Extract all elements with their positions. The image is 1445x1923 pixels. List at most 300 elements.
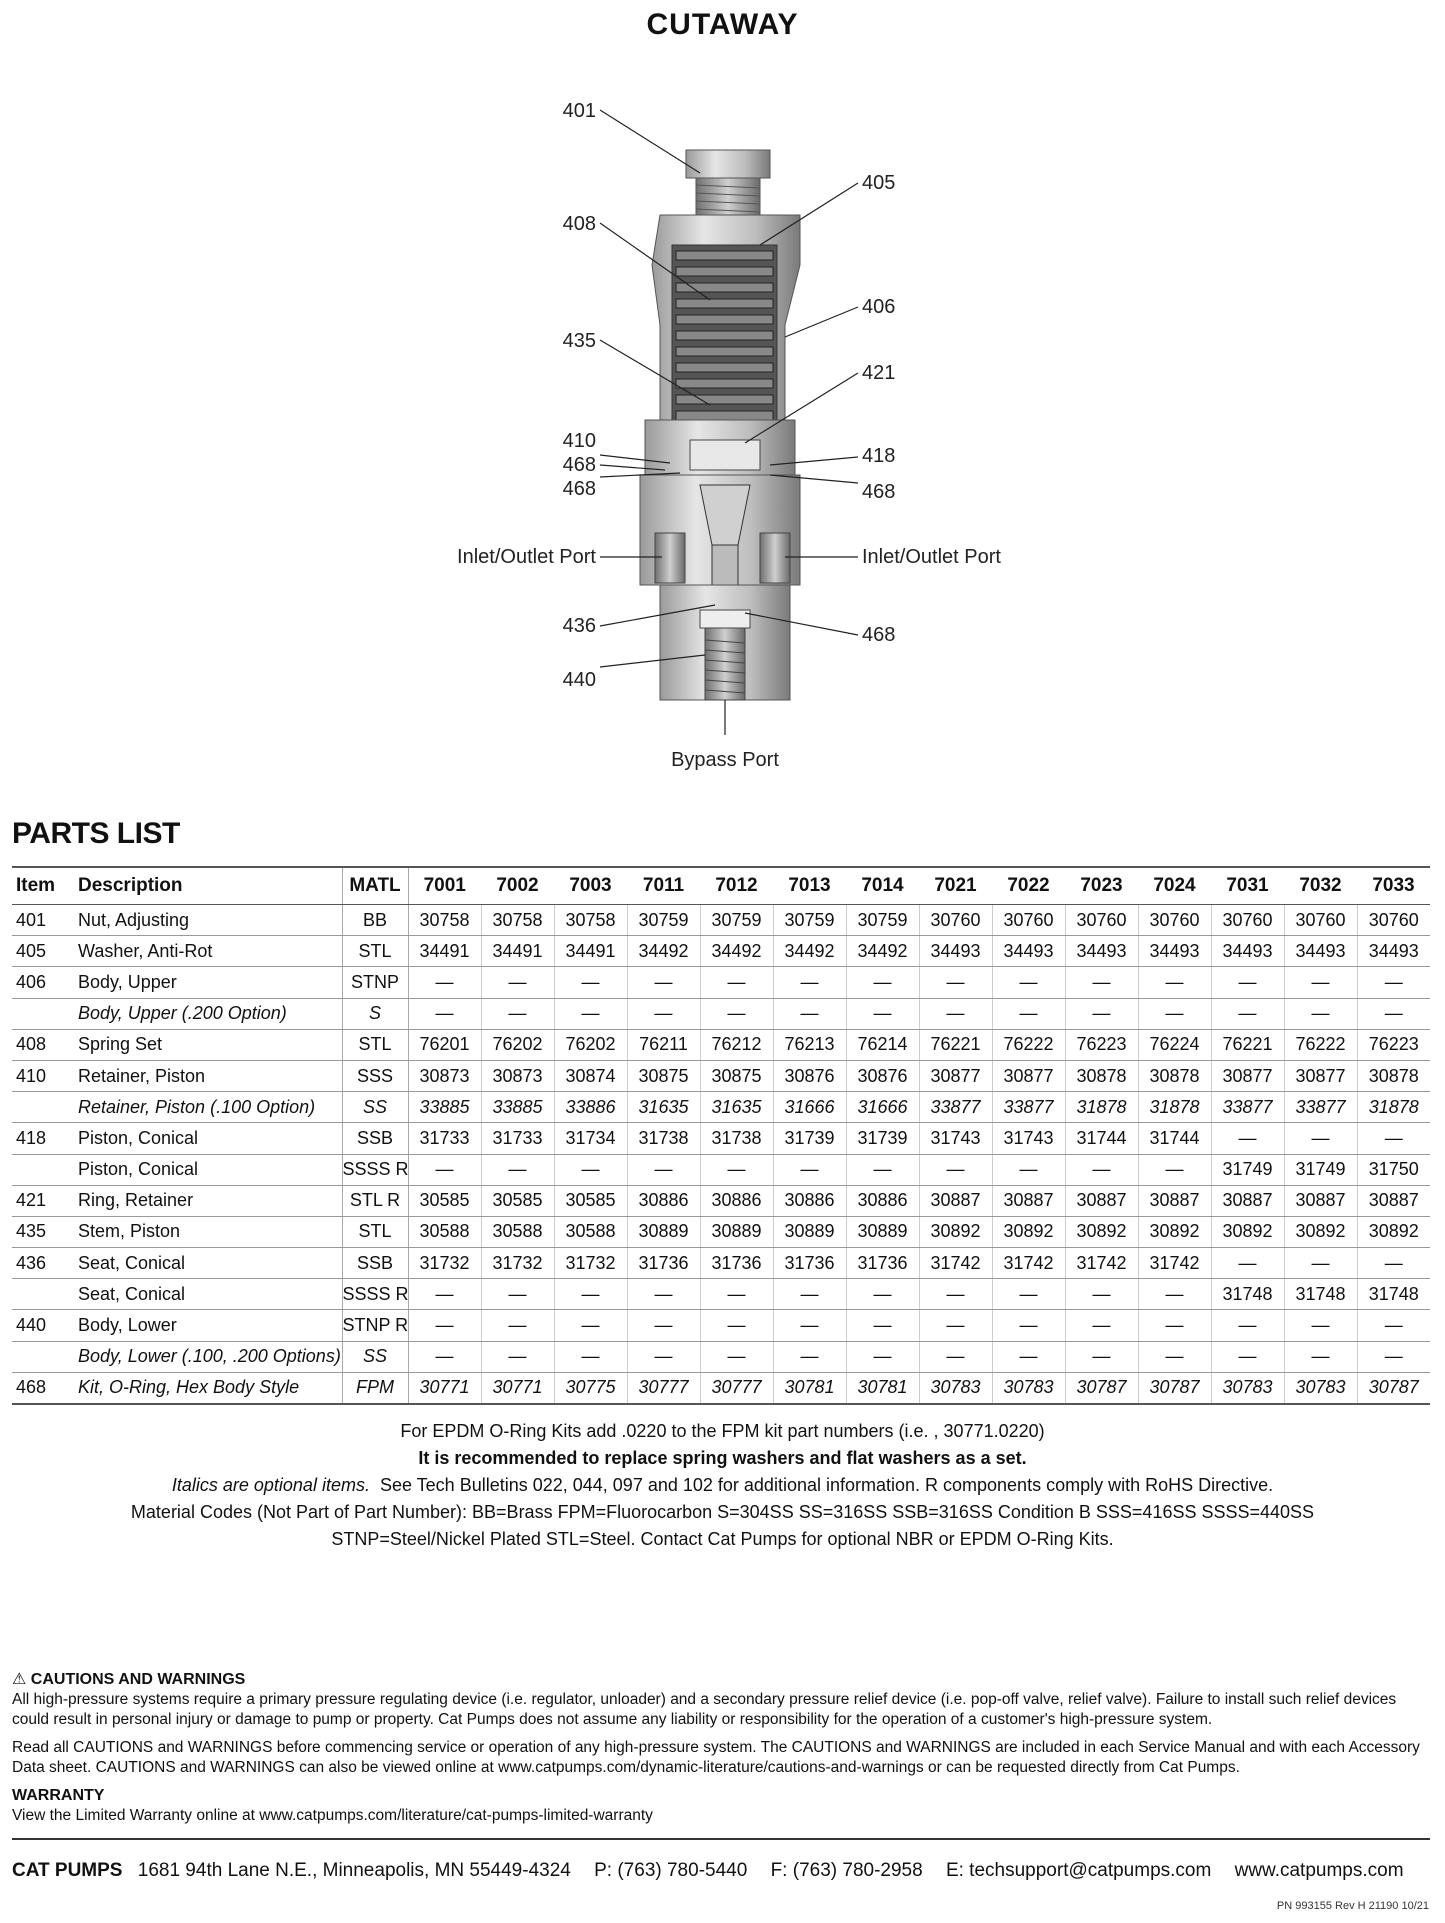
part-number-cell: —: [919, 1310, 992, 1341]
part-number-cell: —: [773, 1154, 846, 1185]
part-number-cell: 30887: [992, 1185, 1065, 1216]
item-cell: [12, 1279, 74, 1310]
item-cell: 440: [12, 1310, 74, 1341]
part-number-cell: 30887: [1138, 1185, 1211, 1216]
callout-440: 440: [562, 669, 596, 691]
part-number-cell: —: [773, 967, 846, 998]
part-number-cell: 30777: [627, 1372, 700, 1404]
note-italics: [0, 1472, 1445, 1499]
part-number-cell: —: [919, 1154, 992, 1185]
part-number-cell: 31743: [992, 1123, 1065, 1154]
part-number-cell: 31734: [554, 1123, 627, 1154]
part-number-cell: 30876: [773, 1060, 846, 1091]
material-cell: S: [342, 998, 408, 1029]
part-number-cell: —: [1211, 967, 1284, 998]
table-row: [12, 1341, 1430, 1372]
note-recommend: It is recommended to replace spring washers and flat washers as a set.: [418, 1448, 1027, 1468]
footer-address: 1681 94th Lane N.E., Minneapolis, MN 55449-4324: [137, 1860, 571, 1881]
part-number-cell: 30892: [919, 1216, 992, 1247]
part-number-cell: 30877: [919, 1060, 992, 1091]
part-number-cell: 34492: [846, 936, 919, 967]
part-number-cell: —: [846, 1279, 919, 1310]
part-number-cell: —: [627, 1341, 700, 1372]
cutaway-diagram: [0, 75, 1445, 775]
part-number-cell: 33885: [408, 1092, 481, 1123]
part-number-cell: 31878: [1138, 1092, 1211, 1123]
part-number-cell: 31749: [1284, 1154, 1357, 1185]
part-number-cell: 76223: [1065, 1029, 1138, 1060]
part-number-cell: —: [554, 1341, 627, 1372]
part-number-cell: —: [1357, 1310, 1430, 1341]
part-number-cell: —: [554, 1279, 627, 1310]
part-number-cell: —: [700, 1341, 773, 1372]
callout-468-a: 468: [562, 454, 596, 476]
part-number-cell: 30585: [408, 1185, 481, 1216]
table-row: [12, 1154, 1430, 1185]
item-cell: [12, 1092, 74, 1123]
item-cell: 410: [12, 1060, 74, 1091]
part-number-cell: 31878: [1357, 1092, 1430, 1123]
part-number-cell: 31744: [1138, 1123, 1211, 1154]
table-header-7013: 7013: [773, 867, 846, 905]
part-number-cell: —: [846, 1154, 919, 1185]
part-number-cell: 33877: [992, 1092, 1065, 1123]
part-number-cell: 34493: [992, 936, 1065, 967]
table-header-7024: 7024: [1138, 867, 1211, 905]
table-header-row: [12, 867, 1430, 905]
part-number-cell: 31749: [1211, 1154, 1284, 1185]
part-number-cell: 31878: [1065, 1092, 1138, 1123]
part-number-cell: 31733: [408, 1123, 481, 1154]
item-cell: [12, 998, 74, 1029]
part-number-cell: 30760: [1284, 905, 1357, 936]
part-number-cell: —: [700, 998, 773, 1029]
part-number-cell: 76223: [1357, 1029, 1430, 1060]
part-number-cell: 30585: [554, 1185, 627, 1216]
part-number-cell: —: [992, 1154, 1065, 1185]
part-number-cell: —: [481, 1341, 554, 1372]
callout-410: 410: [562, 430, 596, 452]
table-header-7014: 7014: [846, 867, 919, 905]
part-number-cell: 31635: [627, 1092, 700, 1123]
description-cell: Body, Upper (.200 Option): [74, 998, 342, 1029]
part-number-cell: 34493: [1211, 936, 1284, 967]
part-number-cell: 34493: [919, 936, 992, 967]
part-number-cell: —: [554, 998, 627, 1029]
part-number-cell: —: [1357, 967, 1430, 998]
item-cell: 405: [12, 936, 74, 967]
table-row: [12, 998, 1430, 1029]
part-number-cell: —: [408, 967, 481, 998]
material-cell: STL R: [342, 1185, 408, 1216]
footer-website[interactable]: www.catpumps.com: [1234, 1860, 1404, 1881]
part-number-cell: —: [992, 1279, 1065, 1310]
part-number-cell: 76212: [700, 1029, 773, 1060]
part-number-cell: 30878: [1065, 1060, 1138, 1091]
part-number-cell: 30877: [992, 1060, 1065, 1091]
table-header-7002: 7002: [481, 867, 554, 905]
part-number-cell: —: [481, 998, 554, 1029]
part-number-cell: 31739: [773, 1123, 846, 1154]
table-header-7033: 7033: [1357, 867, 1430, 905]
part-number-cell: —: [1138, 1310, 1211, 1341]
part-number-cell: —: [1211, 1248, 1284, 1279]
part-number-cell: 30781: [773, 1372, 846, 1404]
description-cell: Piston, Conical: [74, 1154, 342, 1185]
item-cell: 418: [12, 1123, 74, 1154]
part-number-cell: —: [1065, 998, 1138, 1029]
part-number-cell: —: [627, 1310, 700, 1341]
part-number-cell: 30777: [700, 1372, 773, 1404]
part-number-cell: —: [992, 998, 1065, 1029]
table-row: [12, 1029, 1430, 1060]
part-number-cell: —: [1284, 967, 1357, 998]
part-number-cell: 31736: [627, 1248, 700, 1279]
cautions-section: [12, 1670, 1432, 1826]
part-number-cell: 30759: [773, 905, 846, 936]
part-number-cell: —: [1284, 1310, 1357, 1341]
part-number-cell: —: [1357, 1248, 1430, 1279]
part-number-cell: —: [1284, 1341, 1357, 1372]
part-number-cell: 30781: [846, 1372, 919, 1404]
part-number-cell: 30892: [1357, 1216, 1430, 1247]
part-number-cell: 30588: [481, 1216, 554, 1247]
part-number-cell: —: [700, 1310, 773, 1341]
part-number-cell: 76213: [773, 1029, 846, 1060]
part-number-cell: 30758: [481, 905, 554, 936]
part-number-cell: 76202: [481, 1029, 554, 1060]
part-number-cell: 30877: [1211, 1060, 1284, 1091]
part-number-cell: 76221: [1211, 1029, 1284, 1060]
part-number-cell: 31738: [700, 1123, 773, 1154]
part-number-cell: —: [1065, 1341, 1138, 1372]
footer-email[interactable]: E: techsupport@catpumps.com: [945, 1860, 1212, 1881]
part-number-cell: 30759: [700, 905, 773, 936]
material-cell: STL: [342, 1029, 408, 1060]
part-number-cell: —: [1357, 998, 1430, 1029]
part-number-cell: 76202: [554, 1029, 627, 1060]
part-number-cell: 30875: [627, 1060, 700, 1091]
material-cell: SS: [342, 1092, 408, 1123]
part-number-cell: —: [627, 1154, 700, 1185]
part-number-cell: —: [700, 1279, 773, 1310]
part-number-cell: 31742: [1138, 1248, 1211, 1279]
note-tech-bulletins: See Tech Bulletins 022, 044, 097 and 102 for additional information. R components comply with RoHS Directive.: [379, 1475, 1274, 1495]
item-cell: [12, 1154, 74, 1185]
callout-inlet-right: Inlet/Outlet Port: [862, 546, 1001, 568]
material-cell: SSB: [342, 1248, 408, 1279]
warning-triangle-icon: ⚠: [12, 1671, 27, 1688]
item-cell: 408: [12, 1029, 74, 1060]
table-header-7022: 7022: [992, 867, 1065, 905]
part-number-cell: 30760: [1138, 905, 1211, 936]
part-number-cell: —: [1357, 1123, 1430, 1154]
part-number-cell: —: [992, 1341, 1065, 1372]
part-number-cell: 30588: [554, 1216, 627, 1247]
table-row: [12, 1279, 1430, 1310]
callout-418: 418: [862, 445, 896, 467]
part-number-cell: —: [919, 967, 992, 998]
part-number-cell: 31744: [1065, 1123, 1138, 1154]
part-number-cell: —: [846, 1310, 919, 1341]
part-number-cell: 30892: [1065, 1216, 1138, 1247]
description-cell: Stem, Piston: [74, 1216, 342, 1247]
part-number-cell: 31742: [919, 1248, 992, 1279]
part-number-cell: —: [846, 998, 919, 1029]
part-number-cell: 30873: [408, 1060, 481, 1091]
part-number-cell: —: [773, 1341, 846, 1372]
part-number-cell: —: [481, 1310, 554, 1341]
parts-table: [12, 866, 1430, 1405]
table-row: [12, 967, 1430, 998]
part-number-cell: 34491: [554, 936, 627, 967]
item-cell: 435: [12, 1216, 74, 1247]
part-number-cell: 34492: [773, 936, 846, 967]
cautions-paragraph-1: All high-pressure systems require a primary pressure regulating device (i.e. regulator, unloader) and a secondary pressure relief device (i.e. pop-off valve, relief valve). Failure to install such relief devices could result in personal injury or damage to pump or property. Cat Pumps does not assume any liability or responsibility for the operation of a customer's high-pressure system.: [12, 1691, 1397, 1728]
item-cell: 436: [12, 1248, 74, 1279]
part-number-cell: 34493: [1138, 936, 1211, 967]
part-number-cell: —: [1065, 967, 1138, 998]
description-cell: Kit, O-Ring, Hex Body Style: [74, 1372, 342, 1404]
part-number-cell: 30886: [627, 1185, 700, 1216]
item-cell: 401: [12, 905, 74, 936]
part-number-cell: —: [700, 1154, 773, 1185]
footer-fax: F: (763) 780-2958: [770, 1860, 923, 1881]
part-number-cell: 76222: [992, 1029, 1065, 1060]
table-header-7001: 7001: [408, 867, 481, 905]
part-number-cell: —: [408, 1310, 481, 1341]
part-number-cell: 76211: [627, 1029, 700, 1060]
valve-body: [640, 150, 800, 700]
part-number-cell: 34492: [700, 936, 773, 967]
warranty-heading: WARRANTY: [12, 1787, 105, 1804]
part-number-cell: —: [1284, 1248, 1357, 1279]
footer: [12, 1860, 1404, 1882]
material-cell: SSSS R: [342, 1154, 408, 1185]
table-header-7031: 7031: [1211, 867, 1284, 905]
part-number-cell: 30585: [481, 1185, 554, 1216]
description-cell: Washer, Anti-Rot: [74, 936, 342, 967]
part-number-cell: 30877: [1284, 1060, 1357, 1091]
part-number-cell: —: [408, 1341, 481, 1372]
part-number-cell: 76201: [408, 1029, 481, 1060]
part-number-cell: 30760: [1357, 905, 1430, 936]
table-header-7012: 7012: [700, 867, 773, 905]
part-number-cell: 30886: [700, 1185, 773, 1216]
part-number-cell: 31748: [1357, 1279, 1430, 1310]
part-number-cell: 30775: [554, 1372, 627, 1404]
part-number-cell: —: [1211, 998, 1284, 1029]
part-number-cell: —: [1065, 1154, 1138, 1185]
part-number-cell: —: [554, 1310, 627, 1341]
part-number-cell: 30771: [481, 1372, 554, 1404]
part-number-cell: 30887: [1357, 1185, 1430, 1216]
note-material-codes-2: STNP=Steel/Nickel Plated STL=Steel. Contact Cat Pumps for optional NBR or EPDM O-Ring Kits.: [331, 1529, 1114, 1549]
part-number-cell: 31748: [1284, 1279, 1357, 1310]
part-number-cell: 31750: [1357, 1154, 1430, 1185]
part-number-cell: 30875: [700, 1060, 773, 1091]
footer-phone: P: (763) 780-5440: [594, 1860, 748, 1881]
note-epdm: For EPDM O-Ring Kits add .0220 to the FPM kit part numbers (i.e. , 30771.0220): [400, 1421, 1045, 1441]
part-number-cell: 30892: [1284, 1216, 1357, 1247]
note-material-codes: Material Codes (Not Part of Part Number): BB=Brass FPM=Fluorocarbon S=304SS SS=316SS SSB=316SS Condition B SSS=416SS SSSS=440SS: [130, 1502, 1315, 1522]
description-cell: Piston, Conical: [74, 1123, 342, 1154]
part-number-cell: 31635: [700, 1092, 773, 1123]
note-italics-label: Italics are optional items.: [171, 1475, 370, 1495]
table-header-7032: 7032: [1284, 867, 1357, 905]
part-number-cell: 30887: [1284, 1185, 1357, 1216]
description-cell: Ring, Retainer: [74, 1185, 342, 1216]
part-number-cell: 34493: [1065, 936, 1138, 967]
callout-inlet-left: Inlet/Outlet Port: [457, 546, 596, 568]
part-number-cell: —: [408, 1154, 481, 1185]
parts-list-title: PARTS LIST: [12, 817, 180, 850]
part-number-cell: 30588: [408, 1216, 481, 1247]
item-cell: 468: [12, 1372, 74, 1404]
part-number-cell: —: [1284, 998, 1357, 1029]
part-number-cell: 34491: [408, 936, 481, 967]
part-number-cell: 30892: [1138, 1216, 1211, 1247]
part-number-cell: 30758: [408, 905, 481, 936]
callout-468-c: 468: [862, 481, 896, 503]
table-row: [12, 1372, 1430, 1404]
part-number-cell: 76222: [1284, 1029, 1357, 1060]
part-number-cell: —: [627, 1279, 700, 1310]
part-number-cell: 33877: [1284, 1092, 1357, 1123]
table-header-description: Description: [74, 867, 342, 905]
callout-401: 401: [562, 100, 596, 122]
part-number-cell: —: [481, 1154, 554, 1185]
part-number-cell: —: [919, 1279, 992, 1310]
item-cell: 421: [12, 1185, 74, 1216]
part-number-cell: 30783: [992, 1372, 1065, 1404]
warranty-text: View the Limited Warranty online at www.catpumps.com/literature/cat-pumps-limited-warranty: [12, 1807, 653, 1824]
part-number-cell: —: [992, 1310, 1065, 1341]
part-number-cell: —: [481, 1279, 554, 1310]
part-number-cell: 33877: [919, 1092, 992, 1123]
material-cell: SSS: [342, 1060, 408, 1091]
part-number-cell: 31733: [481, 1123, 554, 1154]
table-header-7021: 7021: [919, 867, 992, 905]
table-row: [12, 905, 1430, 936]
table-row: [12, 1185, 1430, 1216]
cautions-heading: [12, 1670, 1432, 1690]
callout-bypass: Bypass Port: [671, 749, 779, 771]
callout-405: 405: [862, 172, 896, 194]
cautions-heading-text: CAUTIONS AND WARNINGS: [30, 1671, 246, 1688]
part-number-cell: —: [773, 1279, 846, 1310]
description-cell: Retainer, Piston (.100 Option): [74, 1092, 342, 1123]
part-number-cell: 31732: [408, 1248, 481, 1279]
part-number-cell: —: [1138, 967, 1211, 998]
part-number-cell: 31736: [700, 1248, 773, 1279]
part-number-cell: —: [773, 998, 846, 1029]
part-number-cell: 30760: [1065, 905, 1138, 936]
material-cell: STNP: [342, 967, 408, 998]
item-cell: [12, 1341, 74, 1372]
description-cell: Nut, Adjusting: [74, 905, 342, 936]
part-number-cell: 30889: [700, 1216, 773, 1247]
part-number-cell: —: [554, 1154, 627, 1185]
table-row: [12, 936, 1430, 967]
part-number-cell: —: [1284, 1123, 1357, 1154]
part-number-cell: —: [481, 967, 554, 998]
part-number-cell: 30889: [846, 1216, 919, 1247]
part-number-cell: —: [846, 967, 919, 998]
table-row: [12, 1060, 1430, 1091]
part-number-cell: 30887: [919, 1185, 992, 1216]
part-number-cell: 30760: [919, 905, 992, 936]
part-number-cell: 33877: [1211, 1092, 1284, 1123]
part-number-cell: 30783: [919, 1372, 992, 1404]
description-cell: Spring Set: [74, 1029, 342, 1060]
description-cell: Seat, Conical: [74, 1248, 342, 1279]
part-number-cell: —: [1138, 1341, 1211, 1372]
part-number-cell: —: [1065, 1279, 1138, 1310]
part-number-cell: 30887: [1065, 1185, 1138, 1216]
part-number-cell: —: [1211, 1341, 1284, 1372]
callout-408: 408: [562, 213, 596, 235]
part-number-cell: 30878: [1138, 1060, 1211, 1091]
table-row: [12, 1123, 1430, 1154]
part-number-cell: 31736: [773, 1248, 846, 1279]
part-number-cell: 31736: [846, 1248, 919, 1279]
part-number-cell: 31742: [992, 1248, 1065, 1279]
part-number-cell: 30878: [1357, 1060, 1430, 1091]
part-number-cell: 30760: [992, 905, 1065, 936]
part-number-cell: —: [1211, 1123, 1284, 1154]
part-number-cell: —: [627, 967, 700, 998]
cautions-paragraph-2: Read all CAUTIONS and WARNINGS before commencing service or operation of any high-pressure system. The CAUTIONS and WARNINGS are included in each Service Manual and with each Accessory Data sheet. CAUTIONS and WARNINGS can also be viewed online at www.catpumps.com/dynamic-literature/cautions-and-warnings or can be requested directly from Cat Pumps.: [12, 1739, 1420, 1776]
part-number-cell: 30892: [992, 1216, 1065, 1247]
material-cell: SS: [342, 1341, 408, 1372]
part-number-cell: 31732: [481, 1248, 554, 1279]
part-number-cell: 34493: [1284, 936, 1357, 967]
part-number-cell: 34493: [1357, 936, 1430, 967]
part-number-cell: —: [1065, 1310, 1138, 1341]
part-number-cell: 31739: [846, 1123, 919, 1154]
part-number-cell: 31738: [627, 1123, 700, 1154]
part-number-cell: 30873: [481, 1060, 554, 1091]
part-number-cell: —: [919, 1341, 992, 1372]
part-number-cell: —: [773, 1310, 846, 1341]
table-body: [12, 905, 1430, 1405]
part-number: PN 993155 Rev H 21190 10/21: [1276, 1900, 1429, 1912]
part-number-cell: 33885: [481, 1092, 554, 1123]
part-number-cell: 31666: [846, 1092, 919, 1123]
part-number-cell: 30758: [554, 905, 627, 936]
callout-468-d: 468: [862, 624, 896, 646]
table-header-7011: 7011: [627, 867, 700, 905]
part-number-cell: 34492: [627, 936, 700, 967]
footer-divider: [12, 1838, 1430, 1840]
part-number-cell: —: [1357, 1341, 1430, 1372]
part-number-cell: 30889: [773, 1216, 846, 1247]
part-number-cell: 30783: [1211, 1372, 1284, 1404]
part-number-cell: 31742: [1065, 1248, 1138, 1279]
part-number-cell: 30783: [1284, 1372, 1357, 1404]
table-header-7023: 7023: [1065, 867, 1138, 905]
part-number-cell: 31666: [773, 1092, 846, 1123]
part-number-cell: —: [1138, 1154, 1211, 1185]
part-number-cell: 30876: [846, 1060, 919, 1091]
part-number-cell: 33886: [554, 1092, 627, 1123]
material-cell: FPM: [342, 1372, 408, 1404]
part-number-cell: 31743: [919, 1123, 992, 1154]
material-cell: SSSS R: [342, 1279, 408, 1310]
material-cell: STNP R: [342, 1310, 408, 1341]
table-row: [12, 1248, 1430, 1279]
